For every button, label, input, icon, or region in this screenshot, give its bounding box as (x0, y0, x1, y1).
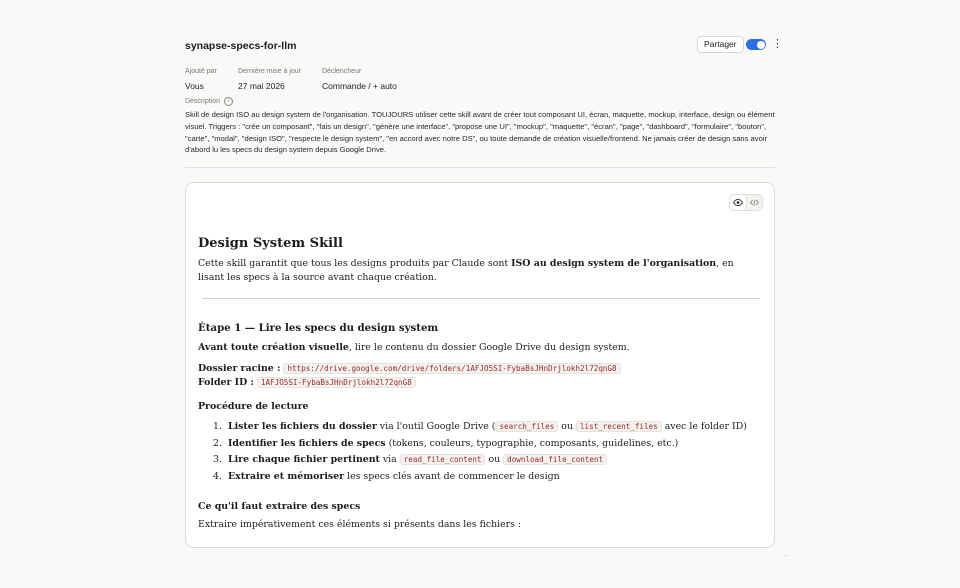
skill-header (185, 38, 783, 54)
meta-label: Déclencheur (322, 68, 362, 75)
root-folder-label: Dossier racine : (198, 363, 281, 374)
text: (tokens, couleurs, typographie, composants, guidelines, etc.) (385, 437, 679, 449)
folder-id-line (198, 376, 416, 390)
text: via (379, 454, 400, 466)
meta-value: Commande / + auto (322, 81, 397, 91)
code-icon (750, 199, 759, 206)
meta-value: Vous (185, 81, 204, 91)
description-label: Description (185, 98, 221, 105)
toggle-knob (757, 41, 765, 49)
meta-added-by (185, 68, 217, 91)
extract-paragraph: Extraire impérativement ces éléments si présents dans les fichiers : (198, 519, 522, 530)
text: via l'outil Google Drive ( (376, 421, 496, 432)
text-bold: Avant toute création visuelle (198, 342, 349, 353)
text-bold: Extraire et mémoriser (228, 470, 345, 482)
code-tab[interactable] (746, 195, 762, 210)
text: Cette skill garantit que tous les designs produits par Claude sont (198, 258, 512, 269)
text: , en lisant les specs à la source avant chaque création. (198, 258, 734, 283)
list-item (198, 469, 747, 486)
inline-code: download_file_content (503, 454, 607, 465)
text: avec le folder ID) (661, 421, 747, 432)
share-button[interactable]: Partager (697, 36, 744, 53)
step1-heading: Étape 1 — Lire les specs du design system (198, 322, 439, 334)
folder-id-value: 1AFJO5SI-FybaBsJHnDrjlokh2l72qnG8 (257, 377, 416, 388)
folder-id-label: Folder ID : (198, 377, 254, 388)
list-item (198, 436, 747, 453)
skill-detail-panel (173, 0, 787, 588)
inline-code: read_file_content (400, 454, 486, 465)
text-bold: Lister les fichiers du dossier (228, 421, 377, 432)
preview-tab[interactable] (730, 195, 746, 210)
skill-content-card (185, 182, 775, 548)
text: , lire le contenu du dossier Google Drive du design system. (348, 342, 630, 353)
meta-updated (238, 68, 301, 91)
text-bold: ISO au design system de l'organisation (511, 258, 717, 269)
meta-value: 27 mai 2026 (238, 81, 285, 91)
skill-title: synapse-specs-for-llm (185, 40, 297, 52)
list-item (198, 419, 747, 436)
horizontal-rule (202, 298, 760, 299)
text: ou (485, 454, 504, 466)
meta-label: Ajouté par (185, 68, 217, 75)
text-bold: Lire chaque fichier pertinent (228, 454, 380, 466)
info-icon[interactable]: i (224, 97, 233, 106)
list-number: 2. (213, 437, 222, 449)
list-number: 1. (213, 421, 222, 432)
description-label-row (185, 97, 233, 106)
before-paragraph (198, 341, 630, 355)
skill-enabled-toggle[interactable] (746, 39, 766, 50)
doc-title: Design System Skill (198, 236, 343, 251)
eye-icon (733, 199, 743, 206)
list-number: 3. (213, 454, 222, 466)
scrollbar-marker (785, 555, 787, 556)
root-folder-line (198, 362, 621, 376)
meta-trigger (322, 68, 397, 91)
root-folder-url[interactable]: https://drive.google.com/drive/folders/1AFJO5SI-FybaBsJHnDrjlokh2l72qnG8 (283, 363, 620, 374)
view-toggle (729, 194, 763, 211)
inline-code: search_files (495, 421, 558, 432)
inline-code: list_recent_files (576, 421, 662, 432)
divider (185, 167, 775, 168)
list-number: 4. (213, 470, 222, 482)
list-item (198, 452, 747, 469)
intro-paragraph (198, 257, 758, 285)
more-vertical-icon[interactable]: ⋮ (772, 38, 783, 50)
description-text: Skill de design ISO au design system de l'organisation. TOUJOURS utiliser cette skill avant de créer tout composant UI, écran, maquette, mockup, interface, design ou élément visuel. Triggers : "crée un composant", "fais un design", "génère une interface", "propose une UI", "mockup", "maquette", "écran", "page", "dashboard", "formulaire", "bouton", "carte", "modal", "design ISO", "respecte le design system", "en accord avec notre DS", ou toute demande de création visuelle/frontend. Ne jamais créer de design sans avoir d'abord lu les specs du design system depuis Google Drive. (185, 110, 775, 155)
procedure-heading: Procédure de lecture (198, 401, 309, 412)
meta-label: Dernière mise à jour (238, 68, 302, 75)
text: ou (558, 421, 576, 432)
extract-heading: Ce qu'il faut extraire des specs (198, 501, 361, 512)
text: les specs clés avant de commencer le design (344, 470, 560, 482)
procedure-list (198, 419, 747, 485)
text-bold: Identifier les fichiers de specs (228, 437, 386, 449)
